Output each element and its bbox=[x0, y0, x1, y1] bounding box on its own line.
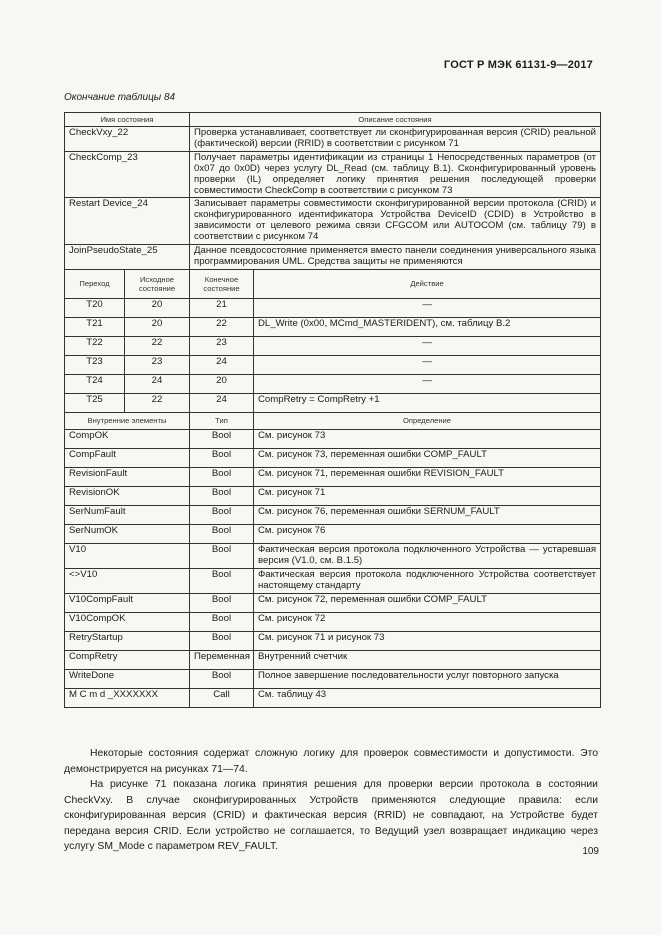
table-cell: Bool bbox=[190, 467, 254, 486]
table-cell: CheckComp_23 bbox=[65, 151, 190, 198]
table-cell: T22 bbox=[65, 336, 125, 355]
table-cell: — bbox=[254, 374, 601, 393]
table-cell: Bool bbox=[190, 543, 254, 568]
table-cell: T21 bbox=[65, 317, 125, 336]
table-cell: RevisionFault bbox=[65, 467, 190, 486]
table-cell: Bool bbox=[190, 669, 254, 688]
table-cell: 20 bbox=[190, 374, 254, 393]
table-cell: CompRetry = CompRetry +1 bbox=[254, 393, 601, 412]
paragraph: На рисунке 71 показана логика принятия решения для проверки версии протокола в состоянии CheckVxy. В случае сконфигурированных Устройств применяются следующие правила: если сконфигурированная версия (CRID) и фактическая версия (RRID) не совпадают, на Устройстве будет передана версия CRID. Если устройство не соглашается, то Ведущий узел возвращает индикацию через услугу SM_Mode с параметром REV_FAULT. bbox=[64, 779, 598, 852]
table-cell: — bbox=[254, 298, 601, 317]
table-cell: CompOK bbox=[65, 429, 190, 448]
table-cell: WriteDone bbox=[65, 669, 190, 688]
table-row bbox=[65, 650, 601, 669]
table-row bbox=[65, 568, 601, 593]
table-cell: 22 bbox=[125, 393, 190, 412]
table-cell: См. рисунок 73, переменная ошибки COMP_FAULT bbox=[254, 448, 601, 467]
table-cell: 21 bbox=[190, 298, 254, 317]
table-cell: Внутренние элементы bbox=[65, 412, 190, 429]
table-cell: T24 bbox=[65, 374, 125, 393]
body-text bbox=[64, 746, 598, 855]
table-cell: RetryStartup bbox=[65, 631, 190, 650]
table-caption: Окончание таблицы 84 bbox=[64, 92, 176, 103]
table-cell: T25 bbox=[65, 393, 125, 412]
table-cell: 24 bbox=[125, 374, 190, 393]
table-row bbox=[65, 669, 601, 688]
table-cell: Bool bbox=[190, 612, 254, 631]
table-cell: T20 bbox=[65, 298, 125, 317]
table-cell: CompFault bbox=[65, 448, 190, 467]
table-cell: <>V10 bbox=[65, 568, 190, 593]
table-cell: V10CompFault bbox=[65, 593, 190, 612]
table-row bbox=[65, 336, 601, 355]
table-row bbox=[65, 467, 601, 486]
table-cell: CompRetry bbox=[65, 650, 190, 669]
table-cell: См. рисунок 73 bbox=[254, 429, 601, 448]
table-cell: Записывает параметры совместимости сконфигурированной версии протокола (CRID) и сконфигурированного идентификатора Устройства DeviceID (CDID) в Устройство в зависимости от целевого режима связи CFGCOM или AUTOCOM (см. таблицу 79) в соответствии с рисунком 74 bbox=[190, 198, 601, 245]
table-cell: 23 bbox=[190, 336, 254, 355]
table-row bbox=[65, 543, 601, 568]
table-cell: Внутренний счетчик bbox=[254, 650, 601, 669]
table-cell: 22 bbox=[125, 336, 190, 355]
table-cell: DL_Write (0x00, MCmd_MASTERIDENT), см. таблицу B.2 bbox=[254, 317, 601, 336]
table-cell: Имя состояния bbox=[65, 113, 190, 127]
table-cell: См. рисунок 71, переменная ошибки REVISION_FAULT bbox=[254, 467, 601, 486]
table-cell: Bool bbox=[190, 448, 254, 467]
table-row bbox=[65, 198, 601, 245]
table-row bbox=[65, 393, 601, 412]
table-cell: Переменная bbox=[190, 650, 254, 669]
table-cell: Bool bbox=[190, 631, 254, 650]
table-cell: См. таблицу 43 bbox=[254, 688, 601, 707]
table-row bbox=[65, 317, 601, 336]
table-cell: 24 bbox=[190, 355, 254, 374]
table-cell: Определение bbox=[254, 412, 601, 429]
table-cell: Bool bbox=[190, 568, 254, 593]
table-cell: 23 bbox=[125, 355, 190, 374]
table-header-row bbox=[65, 269, 601, 298]
table-row bbox=[65, 505, 601, 524]
table-cell: См. рисунок 71 и рисунок 73 bbox=[254, 631, 601, 650]
table-row bbox=[65, 593, 601, 612]
table-cell: Bool bbox=[190, 429, 254, 448]
table-header-row bbox=[65, 412, 601, 429]
table-cell: Restart Device_24 bbox=[65, 198, 190, 245]
table-row bbox=[65, 688, 601, 707]
table-cell: SerNumFault bbox=[65, 505, 190, 524]
table-cell: Тип bbox=[190, 412, 254, 429]
table-cell: См. рисунок 72 bbox=[254, 612, 601, 631]
table-cell: T23 bbox=[65, 355, 125, 374]
table-cell: Проверка устанавливает, соответствует ли сконфигурированная версия (CRID) реальной (фактической) версии (RRID) в соответствии с рисунком 71 bbox=[190, 127, 601, 152]
table-cell: Call bbox=[190, 688, 254, 707]
table-row bbox=[65, 298, 601, 317]
table-cell: Действие bbox=[254, 269, 601, 298]
table-cell: Полное завершение последовательности услуг повторного запуска bbox=[254, 669, 601, 688]
table-cell: См. рисунок 76 bbox=[254, 524, 601, 543]
table-cell: SerNumOK bbox=[65, 524, 190, 543]
table-cell: 22 bbox=[190, 317, 254, 336]
table-cell: Фактическая версия протокола подключенного Устройства — устаревшая версия (V1.0, см. B.1.5) bbox=[254, 543, 601, 568]
table-cell: 24 bbox=[190, 393, 254, 412]
table-row bbox=[65, 429, 601, 448]
paragraph: Некоторые состояния содержат сложную логику для проверок совместимости и допустимости. Это демонстрируется на рисунках 71—74. bbox=[64, 748, 598, 775]
table-row bbox=[65, 355, 601, 374]
table-cell: — bbox=[254, 336, 601, 355]
table-row bbox=[65, 486, 601, 505]
table-header-row bbox=[65, 113, 601, 127]
table-cell: RevisionOK bbox=[65, 486, 190, 505]
table-cell: Bool bbox=[190, 486, 254, 505]
table-cell: Данное псевдосостояние применяется вместо панели соединения универсального языка программирования UML. Средства защиты не применяются bbox=[190, 245, 601, 270]
table-cell: См. рисунок 76, переменная ошибки SERNUM_FAULT bbox=[254, 505, 601, 524]
table-cell: V10CompOK bbox=[65, 612, 190, 631]
table-cell: Исходное состояние bbox=[125, 269, 190, 298]
table-cell: См. рисунок 72, переменная ошибки COMP_FAULT bbox=[254, 593, 601, 612]
table-cell: V10 bbox=[65, 543, 190, 568]
table-row bbox=[65, 448, 601, 467]
table-cell: M C m d _XXXXXXX bbox=[65, 688, 190, 707]
table-cell: 20 bbox=[125, 317, 190, 336]
page-number: 109 bbox=[582, 846, 599, 857]
table-row bbox=[65, 151, 601, 198]
table-row bbox=[65, 631, 601, 650]
table-cell: — bbox=[254, 355, 601, 374]
table-cell: Bool bbox=[190, 505, 254, 524]
state-table bbox=[64, 112, 601, 708]
table-cell: Описание состояния bbox=[190, 113, 601, 127]
table-cell: CheckVxy_22 bbox=[65, 127, 190, 152]
table-cell: Конечное состояние bbox=[190, 269, 254, 298]
table-cell: Фактическая версия протокола подключенного Устройства соответствует настоящему стандарту bbox=[254, 568, 601, 593]
table-row bbox=[65, 524, 601, 543]
table-cell: Bool bbox=[190, 593, 254, 612]
table-row bbox=[65, 245, 601, 270]
table-row bbox=[65, 612, 601, 631]
table-row bbox=[65, 127, 601, 152]
table-cell: Получает параметры идентификации из страницы 1 Непосредственных параметров (от 0x07 до 0x0D) через услугу DL_Read (см. таблицу B.1). Сконфигурированный уровень проверки (IL) определяет логику принятия решения последующей проверки совместимости CheckComp в соответствии с рисунком 73 bbox=[190, 151, 601, 198]
table-cell: JoinPseudoState_25 bbox=[65, 245, 190, 270]
table-cell: Переход bbox=[65, 269, 125, 298]
table-cell: См. рисунок 71 bbox=[254, 486, 601, 505]
table-cell: Bool bbox=[190, 524, 254, 543]
table-row bbox=[65, 374, 601, 393]
document-header: ГОСТ Р МЭК 61131-9—2017 bbox=[443, 59, 593, 71]
table-cell: 20 bbox=[125, 298, 190, 317]
